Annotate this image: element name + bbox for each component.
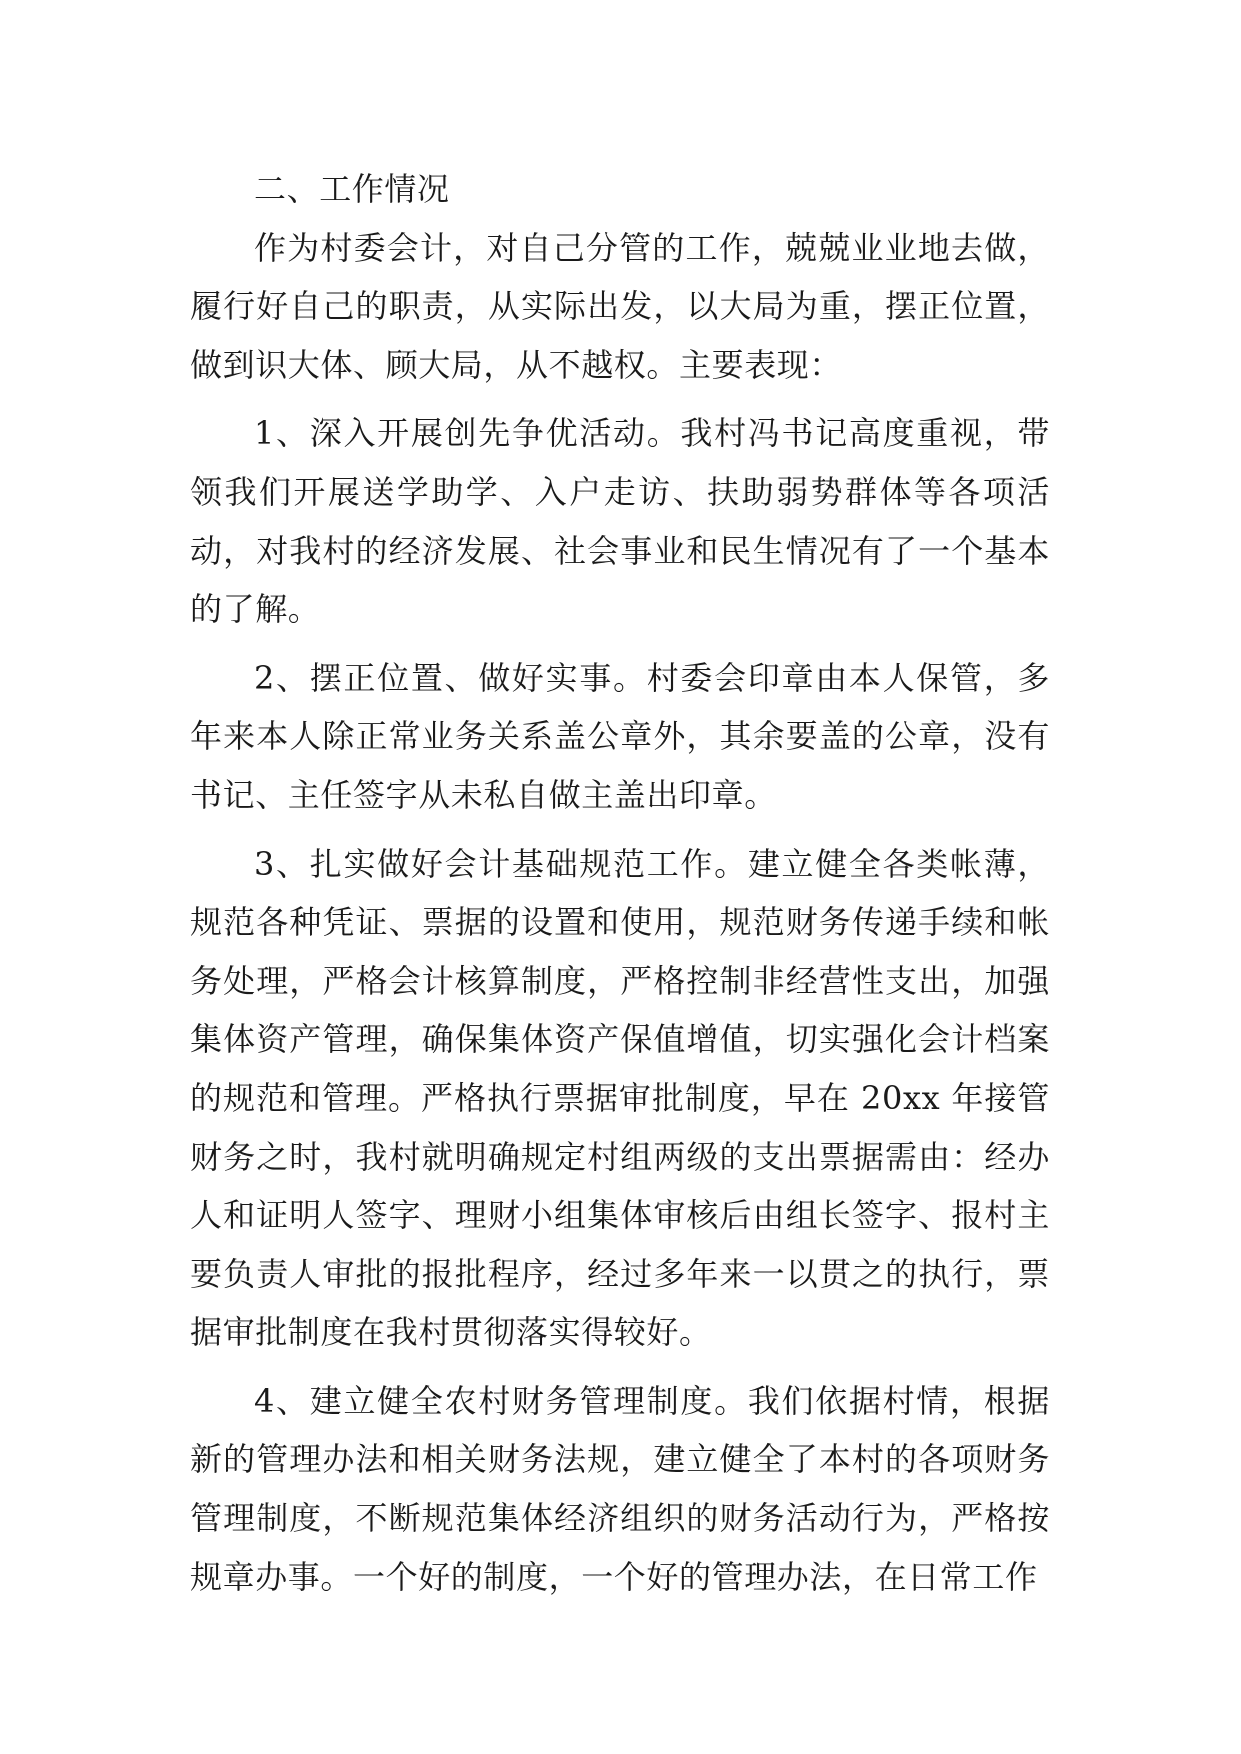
document-body	[190, 160, 1050, 1606]
paragraph-item-4: 4、建立健全农村财务管理制度。我们依据村情，根据新的管理办法和相关财务法规，建立健全了本村的各项财务管理制度，不断规范集体经济组织的财务活动行为，严格按规章办事。一个好的制度，一个好的管理办法，在日常工作	[190, 1381, 1050, 1596]
paragraph-intro: 作为村委会计，对自己分管的工作，兢兢业业地去做，履行好自己的职责，从实际出发，以大局为重，摆正位置，做到识大体、顾大局，从不越权。主要表现：	[190, 228, 1050, 384]
section-heading: 二、工作情况	[254, 170, 450, 208]
paragraph-item-1: 1、深入开展创先争优活动。我村冯书记高度重视，带领我们开展送学助学、入户走访、扶助弱势群体等各项活动，对我村的经济发展、社会事业和民生情况有了一个基本的了解。	[190, 414, 1050, 629]
paragraph-item-3: 3、扎实做好会计基础规范工作。建立健全各类帐薄，规范各种凭证、票据的设置和使用，规范财务传递手续和帐务处理，严格会计核算制度，严格控制非经营性支出，加强集体资产管理，确保集体资产保值增值，切实强化会计档案的规范和管理。严格执行票据审批制度，早在 20xx 年接管财务之时，我村就明确规定村组两级的支出票据需由：经办人和证明人签字、理财小组集体审核后由组长签字、报村主要负责人审批的报批程序，经过多年来一以贯之的执行，票据审批制度在我村贯彻落实得较好。	[190, 844, 1050, 1352]
paragraph-item-2: 2、摆正位置、做好实事。村委会印章由本人保管，多年来本人除正常业务关系盖公章外，其余要盖的公章，没有书记、主任签字从未私自做主盖出印章。	[190, 658, 1050, 814]
